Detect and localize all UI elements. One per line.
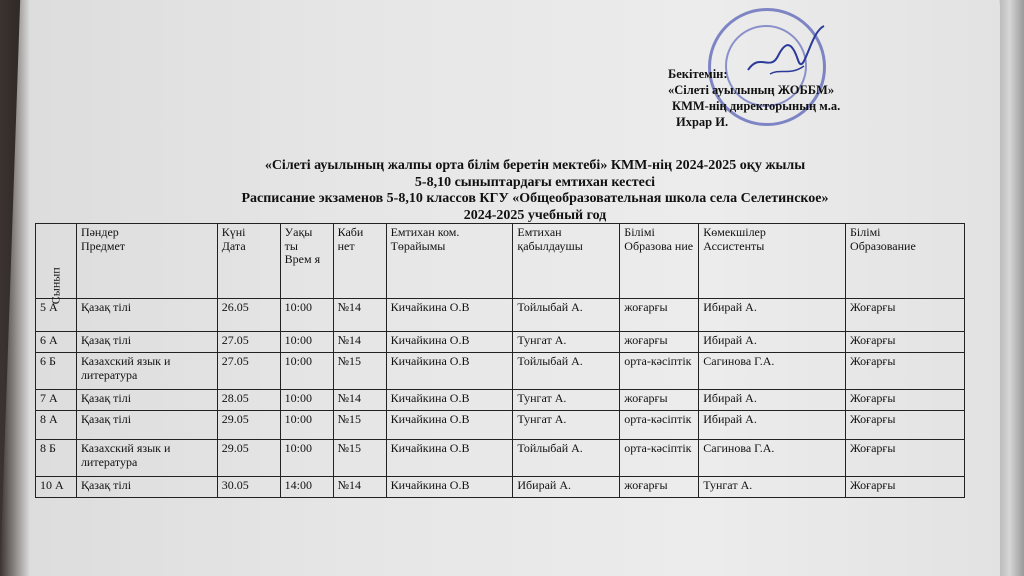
- approval-line-1: Бекітемін:: [668, 67, 728, 81]
- cell-assistant: Тунгат А.: [699, 477, 846, 498]
- cell-subject: Қазақ тілі: [76, 299, 217, 332]
- table-row: [36, 440, 965, 477]
- cell-class: 10 А: [36, 477, 77, 498]
- cell-receiver: Тойлыбай А.: [513, 353, 620, 390]
- cell-education-1: жоғарғы: [620, 299, 699, 332]
- desk-background: [0, 0, 30, 576]
- cell-chair: Кичайкина О.В: [386, 477, 513, 498]
- cell-room: №15: [333, 411, 386, 440]
- cell-time: 10:00: [280, 411, 333, 440]
- cell-subject: Қазақ тілі: [76, 332, 217, 353]
- cell-class: 8 Б: [36, 440, 77, 477]
- cell-subject: Казахский язык и литература: [76, 353, 217, 390]
- cell-class: 8 А: [36, 411, 77, 440]
- exam-schedule-table: [35, 223, 965, 498]
- title-line-3: Расписание экзаменов 5-8,10 классов КГУ «Общеобразовательная школа села Селетинское»: [241, 191, 829, 206]
- cell-room: №14: [333, 299, 386, 332]
- cell-education-2: Жоғарғы: [846, 390, 965, 411]
- cell-education-2: Жоғарғы: [846, 477, 965, 498]
- header-date: Күні Дата: [217, 224, 280, 299]
- header-room: Каби нет: [333, 224, 386, 299]
- cell-education-1: орта-кәсіптік: [620, 353, 699, 390]
- cell-chair: Кичайкина О.В: [386, 390, 513, 411]
- cell-class: 6 Б: [36, 353, 77, 390]
- cell-education-2: Жоғарғы: [846, 299, 965, 332]
- document-title: [110, 158, 960, 224]
- paper-stack-edge: [1000, 0, 1024, 576]
- cell-time: 10:00: [280, 332, 333, 353]
- table-header-row: [36, 224, 965, 299]
- cell-class: 5 А: [36, 299, 77, 332]
- cell-education-1: орта-кәсіптік: [620, 411, 699, 440]
- cell-education-2: Жоғарғы: [846, 411, 965, 440]
- cell-time: 10:00: [280, 353, 333, 390]
- approval-block: [668, 66, 840, 130]
- cell-time: 10:00: [280, 299, 333, 332]
- cell-room: №15: [333, 353, 386, 390]
- cell-subject: Қазақ тілі: [76, 477, 217, 498]
- title-line-2: 5-8,10 сыныптардағы емтихан кестесі: [414, 174, 656, 190]
- header-class: Сынып: [36, 224, 77, 299]
- cell-date: 28.05: [217, 390, 280, 411]
- title-line-4: 2024-2025 учебный год: [463, 207, 607, 223]
- approval-line-4: Ихрар И.: [676, 115, 729, 129]
- header-receiver: Емтихан қабылдаушы: [513, 224, 620, 299]
- cell-time: 14:00: [280, 477, 333, 498]
- cell-education-2: Жоғарғы: [846, 353, 965, 390]
- cell-assistant: Сагинова Г.А.: [699, 440, 846, 477]
- cell-education-1: жоғарғы: [620, 390, 699, 411]
- cell-education-1: жоғарғы: [620, 332, 699, 353]
- cell-receiver: Тойлыбай А.: [513, 440, 620, 477]
- cell-date: 27.05: [217, 353, 280, 390]
- cell-date: 29.05: [217, 411, 280, 440]
- cell-chair: Кичайкина О.В: [386, 353, 513, 390]
- cell-date: 27.05: [217, 332, 280, 353]
- table-row: [36, 477, 965, 498]
- cell-chair: Кичайкина О.В: [386, 411, 513, 440]
- cell-education-2: Жоғарғы: [846, 332, 965, 353]
- cell-room: №15: [333, 440, 386, 477]
- cell-assistant: Ибирай А.: [699, 332, 846, 353]
- cell-time: 10:00: [280, 390, 333, 411]
- table-row: [36, 332, 965, 353]
- cell-class: 7 А: [36, 390, 77, 411]
- cell-education-1: орта-кәсіптік: [620, 440, 699, 477]
- table-row: [36, 390, 965, 411]
- cell-date: 26.05: [217, 299, 280, 332]
- cell-chair: Кичайкина О.В: [386, 332, 513, 353]
- header-education-2: Білімі Образование: [846, 224, 965, 299]
- header-subject: Пәндер Предмет: [76, 224, 217, 299]
- cell-class: 6 А: [36, 332, 77, 353]
- cell-subject: Қазақ тілі: [76, 411, 217, 440]
- cell-chair: Кичайкина О.В: [386, 299, 513, 332]
- cell-assistant: Сагинова Г.А.: [699, 353, 846, 390]
- approval-line-2: «Сілеті ауылының ЖОББМ»: [668, 83, 835, 97]
- table-row: [36, 411, 965, 440]
- cell-receiver: Тунгат А.: [513, 411, 620, 440]
- cell-receiver: Тунгат А.: [513, 390, 620, 411]
- cell-chair: Кичайкина О.В: [386, 440, 513, 477]
- cell-subject: Казахский язык и литература: [76, 440, 217, 477]
- header-education-1: Білімі Образова ние: [620, 224, 699, 299]
- cell-assistant: Ибирай А.: [699, 299, 846, 332]
- cell-date: 29.05: [217, 440, 280, 477]
- table-row: [36, 353, 965, 390]
- cell-receiver: Тойлыбай А.: [513, 299, 620, 332]
- cell-assistant: Ибирай А.: [699, 411, 846, 440]
- cell-assistant: Ибирай А.: [699, 390, 846, 411]
- table-row: [36, 299, 965, 332]
- cell-room: №14: [333, 332, 386, 353]
- cell-date: 30.05: [217, 477, 280, 498]
- cell-education-2: Жоғарғы: [846, 440, 965, 477]
- cell-receiver: Ибирай А.: [513, 477, 620, 498]
- header-chair: Емтихан ком. Төрайымы: [386, 224, 513, 299]
- cell-room: №14: [333, 477, 386, 498]
- cell-time: 10:00: [280, 440, 333, 477]
- cell-subject: Қазақ тілі: [76, 390, 217, 411]
- approval-line-3: КММ-нің директорының м.а.: [672, 99, 841, 113]
- cell-room: №14: [333, 390, 386, 411]
- cell-receiver: Тунгат А.: [513, 332, 620, 353]
- cell-education-1: жоғарғы: [620, 477, 699, 498]
- header-time: Уақы ты Врем я: [280, 224, 333, 299]
- title-line-1: «Сілеті ауылының жалпы орта білім беретін мектебі» КММ-нің 2024-2025 оқу жылы: [264, 158, 806, 173]
- header-assistants: Көмекшілер Ассистенты: [699, 224, 846, 299]
